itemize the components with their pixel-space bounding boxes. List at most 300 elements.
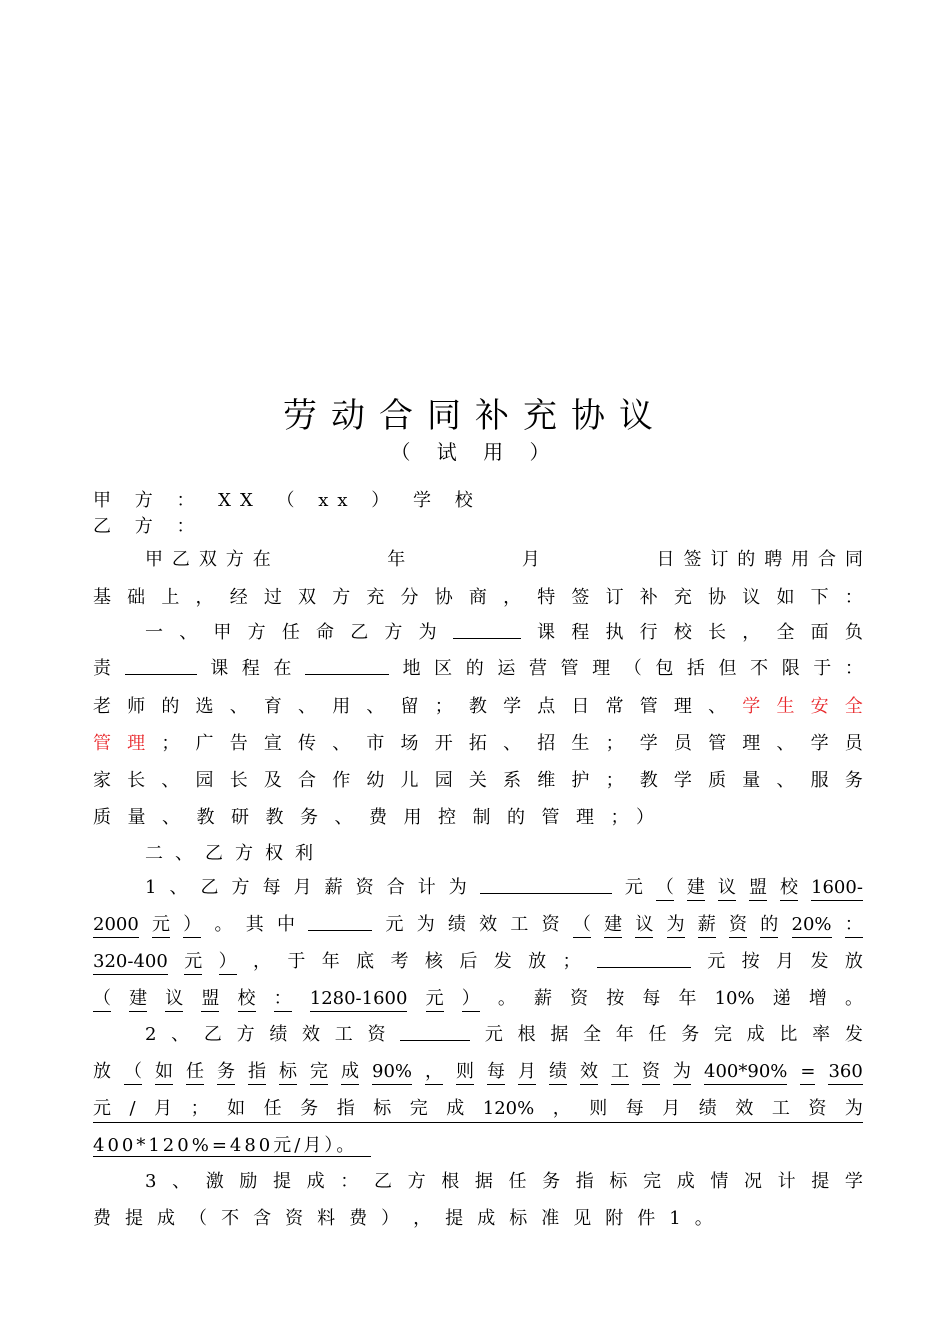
text-glyph: 10% bbox=[714, 988, 755, 1009]
text-glyph: 双 bbox=[298, 587, 317, 608]
text-glyph bbox=[603, 547, 621, 573]
text-glyph: 资 bbox=[367, 1024, 386, 1045]
text-glyph: 、 bbox=[332, 733, 351, 754]
text-glyph: （ bbox=[93, 986, 111, 1012]
text-glyph: 基 bbox=[93, 587, 111, 608]
text-glyph: 务 bbox=[844, 770, 863, 791]
text-glyph: 用 bbox=[791, 549, 810, 570]
text-glyph: 务 bbox=[681, 1024, 700, 1045]
text-glyph: 放 bbox=[93, 1061, 111, 1082]
text-glyph: 、 bbox=[776, 770, 795, 791]
para-line bbox=[93, 1059, 863, 1085]
text-glyph: 元 bbox=[152, 912, 170, 938]
text-glyph: 完 bbox=[713, 1024, 732, 1045]
text-glyph: 课 bbox=[537, 622, 556, 643]
text-glyph: 聘 bbox=[764, 549, 783, 570]
text-glyph: 全 bbox=[583, 1024, 602, 1045]
text-glyph: 系 bbox=[503, 770, 522, 791]
text-glyph: 的 bbox=[760, 912, 778, 938]
text-glyph: 按 bbox=[606, 988, 625, 1009]
text-glyph: 区 bbox=[434, 658, 453, 679]
text-glyph: 则 bbox=[456, 1059, 474, 1085]
text-glyph: 盟 bbox=[749, 875, 767, 901]
blank-field bbox=[125, 656, 197, 675]
text-glyph: ， bbox=[413, 1208, 432, 1229]
para-line bbox=[93, 949, 863, 975]
blank-field bbox=[480, 875, 612, 894]
text-glyph: 提 bbox=[273, 1171, 292, 1192]
text-glyph: 每 bbox=[625, 1098, 644, 1119]
text-glyph: 400*90% bbox=[704, 1059, 787, 1085]
text-glyph: 况 bbox=[743, 1171, 762, 1192]
text-glyph: 员 bbox=[673, 733, 692, 754]
text-glyph: 月 bbox=[521, 549, 540, 570]
text-glyph: 常 bbox=[605, 696, 624, 717]
text-glyph bbox=[576, 547, 594, 573]
text-glyph: 行 bbox=[639, 622, 658, 643]
text-glyph: 括 bbox=[686, 658, 705, 679]
text-glyph: 市 bbox=[366, 733, 385, 754]
text-glyph: 质 bbox=[708, 770, 727, 791]
text-glyph: 薪 bbox=[324, 877, 343, 898]
section-heading: 二、乙方权利 bbox=[145, 843, 325, 864]
text-glyph: 管 bbox=[708, 733, 727, 754]
text-glyph: 。 bbox=[214, 914, 233, 935]
text-glyph: 励 bbox=[239, 1171, 258, 1192]
para-line bbox=[93, 1096, 863, 1123]
text-glyph: 充 bbox=[366, 587, 385, 608]
text-glyph: 双 bbox=[198, 549, 217, 570]
text-glyph: 如 bbox=[776, 587, 795, 608]
text-glyph: 园 bbox=[195, 770, 214, 791]
text-glyph: 下 bbox=[810, 587, 829, 608]
party-a-line: 甲 方 ： XX （ xx ） 学 校 bbox=[93, 490, 482, 511]
text-glyph: 1 bbox=[669, 1208, 681, 1229]
text-glyph: 。 bbox=[497, 988, 516, 1009]
text-glyph: 附 bbox=[605, 1208, 624, 1229]
text-glyph: 。 bbox=[844, 988, 863, 1009]
text-glyph: ） bbox=[381, 1208, 400, 1229]
text-glyph: 3 bbox=[145, 1171, 157, 1192]
text-glyph: 元 bbox=[93, 1098, 111, 1119]
text-glyph: 方 bbox=[225, 549, 244, 570]
text-glyph: 场 bbox=[400, 733, 419, 754]
text-glyph: 务 bbox=[542, 1171, 561, 1192]
text-glyph: 协 bbox=[708, 587, 727, 608]
text-glyph: 绩 bbox=[269, 1024, 288, 1045]
text-glyph: 月 bbox=[662, 1098, 681, 1119]
text-glyph: 议 bbox=[165, 986, 183, 1012]
text-glyph bbox=[441, 547, 459, 573]
text-glyph: 比 bbox=[779, 1024, 798, 1045]
text-glyph: 后 bbox=[459, 951, 478, 972]
text-glyph: 任 bbox=[186, 1059, 204, 1085]
text-glyph: 广 bbox=[195, 733, 214, 754]
text-glyph: 建 bbox=[604, 912, 622, 938]
text-glyph: 长 bbox=[229, 770, 248, 791]
text-glyph: 营 bbox=[528, 658, 547, 679]
text-glyph: 任 bbox=[281, 622, 300, 643]
text-glyph: 增 bbox=[808, 988, 827, 1009]
text-glyph: 放 bbox=[844, 951, 863, 972]
text-glyph: 绩 bbox=[549, 1059, 567, 1085]
party-b-line: 乙 方 ： bbox=[93, 516, 204, 537]
text-glyph: ； bbox=[434, 696, 453, 717]
text-glyph: ， bbox=[252, 951, 271, 972]
text-glyph: 资 bbox=[541, 914, 560, 935]
text-glyph: 情 bbox=[710, 1171, 729, 1192]
text-glyph: 元 bbox=[484, 1024, 503, 1045]
text-glyph: 学 bbox=[639, 733, 658, 754]
text-glyph: 务 bbox=[217, 1059, 235, 1085]
text-glyph: 指 bbox=[336, 1098, 355, 1119]
text-glyph: 命 bbox=[316, 622, 335, 643]
text-glyph: ： bbox=[340, 1171, 359, 1192]
text-glyph: 指 bbox=[248, 1059, 266, 1085]
text-glyph: 1 bbox=[145, 877, 157, 898]
text-glyph: 留 bbox=[400, 696, 419, 717]
text-glyph: ， bbox=[425, 1059, 443, 1085]
blank-field bbox=[305, 656, 389, 675]
text-glyph: 为 bbox=[416, 914, 435, 935]
text-glyph: 议 bbox=[742, 587, 761, 608]
text-glyph: 面 bbox=[810, 622, 829, 643]
text-glyph: 放 bbox=[528, 951, 547, 972]
text-glyph: 提 bbox=[445, 1208, 464, 1229]
text-glyph: 特 bbox=[537, 587, 556, 608]
text-glyph: ； bbox=[605, 770, 624, 791]
text-glyph: 元 bbox=[624, 877, 643, 898]
text-glyph: 指 bbox=[575, 1171, 594, 1192]
para-line bbox=[93, 731, 863, 757]
text-glyph: 成 bbox=[676, 1171, 695, 1192]
text-glyph: 发 bbox=[810, 951, 829, 972]
text-glyph: 、 bbox=[503, 733, 522, 754]
text-glyph: 程 bbox=[571, 622, 590, 643]
text-glyph: 元 bbox=[426, 986, 444, 1012]
text-glyph: 的 bbox=[737, 549, 756, 570]
text-glyph: ； bbox=[562, 951, 581, 972]
para-line bbox=[93, 986, 863, 1012]
text-glyph: 年 bbox=[678, 988, 697, 1009]
text-glyph bbox=[549, 547, 567, 573]
text-glyph: 运 bbox=[497, 658, 516, 679]
text-glyph: 学 bbox=[503, 696, 522, 717]
text-glyph: 长 bbox=[708, 622, 727, 643]
text-glyph: 为 bbox=[418, 622, 437, 643]
text-glyph: 础 bbox=[127, 587, 146, 608]
text-glyph bbox=[360, 547, 378, 573]
text-glyph: ， bbox=[195, 587, 214, 608]
text-glyph: 资 bbox=[808, 1098, 827, 1119]
text-glyph: 关 bbox=[468, 770, 487, 791]
text-glyph bbox=[495, 547, 513, 573]
text-glyph: 盟 bbox=[201, 986, 219, 1012]
text-glyph: 甲 bbox=[145, 549, 163, 570]
text-glyph: 园 bbox=[434, 770, 453, 791]
text-glyph: 资 bbox=[729, 912, 747, 938]
text-glyph: 点 bbox=[537, 696, 556, 717]
para-line bbox=[93, 585, 863, 611]
text-glyph: 120% bbox=[482, 1098, 535, 1119]
text-glyph: 、 bbox=[708, 696, 727, 717]
text-glyph: 据 bbox=[474, 1171, 493, 1192]
text-glyph: 安 bbox=[810, 696, 829, 717]
para-line bbox=[93, 912, 863, 938]
text-glyph: 学 bbox=[673, 770, 692, 791]
text-glyph: ： bbox=[274, 986, 292, 1012]
text-glyph: 协 bbox=[434, 587, 453, 608]
text-glyph: 长 bbox=[127, 770, 146, 791]
text-glyph: 资 bbox=[570, 988, 589, 1009]
text-glyph: （ bbox=[573, 912, 591, 938]
para-line bbox=[93, 1022, 863, 1048]
text-glyph bbox=[307, 547, 325, 573]
text-glyph: 日 bbox=[656, 549, 675, 570]
text-glyph: 为 bbox=[844, 1098, 863, 1119]
text-glyph: 订 bbox=[605, 587, 624, 608]
text-glyph: 320-400 bbox=[93, 949, 168, 975]
text-glyph: 拓 bbox=[468, 733, 487, 754]
text-glyph: 年 bbox=[387, 549, 406, 570]
blank-field bbox=[597, 949, 691, 968]
blank-field bbox=[400, 1022, 470, 1041]
page-title: 劳动合同补充协议 bbox=[283, 396, 667, 436]
para-line bbox=[93, 1206, 713, 1232]
text-glyph: 生 bbox=[571, 733, 590, 754]
text-glyph: 招 bbox=[537, 733, 556, 754]
text-glyph: 在 bbox=[252, 549, 271, 570]
text-glyph: 儿 bbox=[400, 770, 419, 791]
text-glyph: / bbox=[129, 1098, 136, 1119]
text-glyph: 提 bbox=[125, 1208, 144, 1229]
para-line bbox=[93, 1169, 863, 1195]
text-glyph: 核 bbox=[424, 951, 443, 972]
text-glyph: 提 bbox=[811, 1171, 830, 1192]
text-glyph: 月 bbox=[776, 951, 795, 972]
text-glyph: 校 bbox=[238, 986, 256, 1012]
text-glyph: 、 bbox=[179, 622, 198, 643]
text-glyph: 为 bbox=[448, 877, 467, 898]
text-glyph: 每 bbox=[262, 877, 281, 898]
text-glyph: 工 bbox=[334, 1024, 353, 1045]
text-glyph: 元 bbox=[385, 914, 404, 935]
text-glyph: 标 bbox=[509, 1208, 528, 1229]
text-glyph: 底 bbox=[356, 951, 375, 972]
text-glyph: ； bbox=[190, 1098, 209, 1119]
text-glyph: 程 bbox=[241, 658, 260, 679]
text-glyph: 率 bbox=[812, 1024, 831, 1045]
text-glyph: 合 bbox=[298, 770, 317, 791]
text-glyph: 任 bbox=[263, 1098, 282, 1119]
text-glyph: 日 bbox=[571, 696, 590, 717]
text-glyph: 务 bbox=[300, 1098, 319, 1119]
text-glyph: 为 bbox=[667, 912, 685, 938]
text-glyph: 补 bbox=[639, 587, 658, 608]
text-glyph: 维 bbox=[537, 770, 556, 791]
text-glyph: 见 bbox=[573, 1208, 592, 1229]
text-glyph: 资 bbox=[355, 877, 374, 898]
text-glyph: 递 bbox=[772, 988, 791, 1009]
text-glyph: 执 bbox=[605, 622, 624, 643]
text-glyph: 绩 bbox=[447, 914, 466, 935]
text-glyph: 的 bbox=[161, 696, 180, 717]
text-glyph: 任 bbox=[648, 1024, 667, 1045]
text-glyph: 资 bbox=[285, 1208, 304, 1229]
text-glyph: 2000 bbox=[93, 912, 139, 938]
blank-field bbox=[453, 620, 521, 639]
text-glyph: ： bbox=[845, 912, 863, 938]
text-glyph: 360 bbox=[828, 1059, 862, 1085]
text-glyph: 师 bbox=[127, 696, 146, 717]
text-glyph: 家 bbox=[93, 770, 111, 791]
text-glyph: 发 bbox=[493, 951, 512, 972]
text-glyph: 教 bbox=[468, 696, 487, 717]
text-glyph: 、 bbox=[298, 696, 317, 717]
text-glyph bbox=[333, 547, 351, 573]
text-glyph: 完 bbox=[643, 1171, 662, 1192]
text-glyph: 中 bbox=[276, 914, 295, 935]
text-glyph: 完 bbox=[409, 1098, 428, 1119]
text-glyph: = bbox=[800, 1059, 815, 1085]
text-glyph: 限 bbox=[781, 658, 800, 679]
text-glyph: 商 bbox=[468, 587, 487, 608]
text-glyph: 一 bbox=[145, 622, 163, 643]
text-glyph: 同 bbox=[844, 549, 863, 570]
text-glyph: （ bbox=[623, 658, 642, 679]
text-glyph: 标 bbox=[373, 1098, 392, 1119]
text-glyph: ； bbox=[161, 733, 180, 754]
text-glyph: 用 bbox=[332, 696, 351, 717]
text-glyph: 完 bbox=[310, 1059, 328, 1085]
text-glyph: 、 bbox=[366, 696, 385, 717]
text-glyph: 成 bbox=[746, 1024, 765, 1045]
text-glyph: 元 bbox=[707, 951, 726, 972]
text-glyph: 教 bbox=[639, 770, 658, 791]
text-glyph: 方 bbox=[384, 622, 403, 643]
text-glyph: 经 bbox=[229, 587, 248, 608]
text-glyph: 、 bbox=[169, 877, 188, 898]
text-glyph: 学 bbox=[742, 696, 761, 717]
text-glyph: 责 bbox=[93, 658, 111, 679]
text-glyph: 幼 bbox=[366, 770, 385, 791]
text-glyph: 学 bbox=[810, 733, 829, 754]
text-glyph: 不 bbox=[221, 1208, 240, 1229]
text-glyph: 方 bbox=[236, 1024, 255, 1045]
text-glyph: 根 bbox=[441, 1171, 460, 1192]
text-glyph: 月 bbox=[293, 877, 312, 898]
text-glyph: 成 bbox=[306, 1171, 325, 1192]
text-glyph: 任 bbox=[508, 1171, 527, 1192]
text-glyph: ） bbox=[183, 912, 201, 938]
text-glyph: 、 bbox=[161, 770, 180, 791]
text-glyph: 方 bbox=[247, 622, 266, 643]
text-glyph: 料 bbox=[317, 1208, 336, 1229]
text-glyph: 充 bbox=[673, 587, 692, 608]
text-glyph: （ bbox=[124, 1059, 142, 1085]
text-glyph bbox=[468, 547, 486, 573]
text-glyph: 在 bbox=[273, 658, 292, 679]
text-glyph: 绩 bbox=[698, 1098, 717, 1119]
text-glyph: 1600- bbox=[811, 875, 863, 901]
text-glyph: 成 bbox=[341, 1059, 359, 1085]
text-glyph: 包 bbox=[655, 658, 674, 679]
text-glyph: 过 bbox=[263, 587, 282, 608]
text-glyph: 标 bbox=[279, 1059, 297, 1085]
text-glyph: 根 bbox=[517, 1024, 536, 1045]
para-line bbox=[93, 656, 863, 682]
text-glyph: 议 bbox=[635, 912, 653, 938]
text-glyph: 护 bbox=[571, 770, 590, 791]
text-glyph: 为 bbox=[673, 1059, 691, 1085]
para-line bbox=[93, 768, 863, 794]
text-glyph: 议 bbox=[718, 875, 736, 901]
text-glyph: （ bbox=[656, 875, 674, 901]
text-glyph: 于 bbox=[287, 951, 306, 972]
text-glyph: 、 bbox=[229, 696, 248, 717]
text-glyph: 含 bbox=[253, 1208, 272, 1229]
text-glyph: 校 bbox=[780, 875, 798, 901]
text-glyph: 年 bbox=[321, 951, 340, 972]
text-glyph: 全 bbox=[776, 622, 795, 643]
text-glyph: 件 bbox=[637, 1208, 656, 1229]
text-glyph: 考 bbox=[390, 951, 409, 972]
text-glyph: 理 bbox=[742, 733, 761, 754]
text-glyph: 如 bbox=[155, 1059, 173, 1085]
text-glyph: ） bbox=[219, 949, 237, 975]
text-glyph: （ bbox=[189, 1208, 208, 1229]
para-line: 质量、教研教务、费用控制的管理；） bbox=[93, 807, 671, 828]
text-glyph: ， bbox=[552, 1098, 571, 1119]
para-line: 400*120%=480元/月）。 bbox=[93, 1133, 371, 1159]
text-glyph: 建 bbox=[687, 875, 705, 901]
para-line bbox=[93, 694, 863, 720]
text-glyph: 效 bbox=[302, 1024, 321, 1045]
text-glyph bbox=[414, 547, 432, 573]
text-glyph: 年 bbox=[615, 1024, 634, 1045]
text-glyph: 20% bbox=[792, 912, 832, 938]
text-glyph: 、 bbox=[171, 1024, 190, 1045]
text-glyph: 。 bbox=[694, 1208, 713, 1229]
text-glyph: 分 bbox=[400, 587, 419, 608]
para-line bbox=[93, 547, 863, 573]
para-line bbox=[93, 620, 863, 646]
text-glyph: 理 bbox=[127, 733, 146, 754]
text-glyph: 、 bbox=[776, 733, 795, 754]
text-glyph: 但 bbox=[718, 658, 737, 679]
text-glyph: 据 bbox=[550, 1024, 569, 1045]
text-glyph: 于 bbox=[813, 658, 832, 679]
text-glyph: 管 bbox=[560, 658, 579, 679]
para-line bbox=[93, 875, 863, 901]
text-glyph: 员 bbox=[844, 733, 863, 754]
text-glyph: 管 bbox=[639, 696, 658, 717]
text-glyph: 全 bbox=[844, 696, 863, 717]
text-glyph: 管 bbox=[93, 733, 111, 754]
text-glyph: 月 bbox=[154, 1098, 173, 1119]
text-glyph: 发 bbox=[844, 1024, 863, 1045]
text-glyph: 月 bbox=[518, 1059, 536, 1085]
text-glyph: ， bbox=[742, 622, 761, 643]
text-glyph: 甲 bbox=[213, 622, 232, 643]
text-glyph: 成 bbox=[157, 1208, 176, 1229]
text-glyph: 育 bbox=[263, 696, 282, 717]
text-glyph: 乙 bbox=[373, 1171, 392, 1192]
text-glyph: 费 bbox=[93, 1208, 111, 1229]
text-glyph: 、 bbox=[172, 1171, 191, 1192]
text-glyph: 成 bbox=[446, 1098, 465, 1119]
text-glyph: 元 bbox=[184, 949, 202, 975]
